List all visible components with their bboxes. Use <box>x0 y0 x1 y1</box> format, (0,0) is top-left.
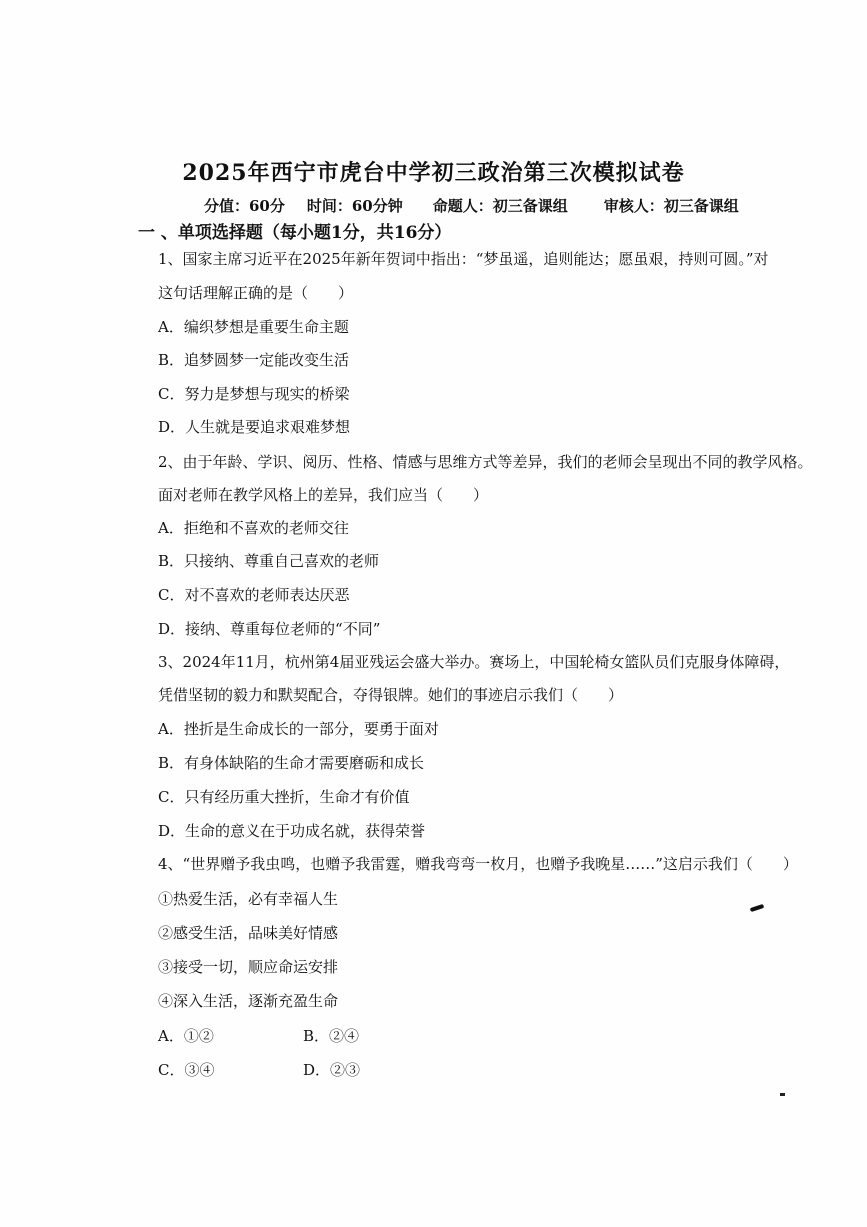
question-2-option-b: B．只接纳、尊重自己喜欢的老师 <box>158 552 380 570</box>
question-3-option-d: D．生命的意义在于功成名就，获得荣誉 <box>158 822 426 840</box>
question-3-option-a: A．挫折是生命成长的一部分，要勇于面对 <box>158 720 439 738</box>
question-1-option-b: B．追梦圆梦一定能改变生活 <box>158 351 350 369</box>
time-info: 时间：60分钟 <box>306 197 403 215</box>
exam-meta <box>204 195 739 216</box>
question-4-option-a: A．①② <box>158 1027 214 1045</box>
question-2-option-a: A．拒绝和不喜欢的老师交往 <box>158 519 349 537</box>
question-2-option-d: D．接纳、尊重每位老师的“不同” <box>158 620 381 638</box>
question-4-option-b: B．②④ <box>303 1027 360 1045</box>
question-3-stem-cont: 凭借坚韧的毅力和默契配合，夺得银牌。她们的事迹启示我们（ ） <box>158 686 624 704</box>
question-3-option-b: B．有身体缺陷的生命才需要磨砺和成长 <box>158 754 425 772</box>
question-1-stem: 1、国家主席习近平在2025年新年贺词中指出：“梦虽遥，追则能达；愿虽艰，持则可圆。”对 <box>158 250 769 268</box>
question-2-option-c: C．对不喜欢的老师表达厌恶 <box>158 586 350 604</box>
ink-speck <box>780 1093 785 1096</box>
question-1-option-d: D．人生就是要追求艰难梦想 <box>158 418 351 436</box>
question-4-statement-1: ①热爱生活，必有幸福人生 <box>158 890 339 908</box>
pen-mark <box>750 904 765 912</box>
exam-title: 2025年西宁市虎台中学初三政治第三次模拟试卷 <box>182 160 685 186</box>
question-4-statement-4: ④深入生活，逐渐充盈生命 <box>158 992 339 1010</box>
setter-info: 命题人：初三备课组 <box>432 197 568 215</box>
question-3-stem: 3、2024年11月，杭州第4届亚残运会盛大举办。赛场上，中国轮椅女篮队员们克服身体障碍， <box>158 653 790 671</box>
question-4-option-c: C．③④ <box>158 1061 215 1079</box>
question-1-stem-cont: 这句话理解正确的是（ ） <box>158 284 354 302</box>
question-4-stem: 4、“世界赠予我虫鸣，也赠予我雷霆，赠我弯弯一枚月，也赠予我晚星……”这启示我们（ ） <box>158 855 798 873</box>
question-1-option-a: A．编织梦想是重要生命主题 <box>158 318 349 336</box>
question-2-stem-cont: 面对老师在教学风格上的差异，我们应当（ ） <box>158 486 489 504</box>
question-1-option-c: C．努力是梦想与现实的桥梁 <box>158 385 350 403</box>
section-heading: 一 、单项选择题（每小题1分，共16分） <box>138 223 452 243</box>
score-info: 分值：60分 <box>204 197 285 215</box>
reviewer-info: 审核人：初三备课组 <box>603 197 739 215</box>
question-3-option-c: C．只有经历重大挫折，生命才有价值 <box>158 788 410 806</box>
question-4-statement-3: ③接受一切，顺应命运安排 <box>158 958 339 976</box>
question-4-statement-2: ②感受生活，品味美好情感 <box>158 924 339 942</box>
question-2-stem: 2、由于年龄、学识、阅历、性格、情感与思维方式等差异，我们的老师会呈现出不同的教学风格。 <box>158 453 813 471</box>
question-4-option-d: D．②③ <box>303 1061 361 1079</box>
